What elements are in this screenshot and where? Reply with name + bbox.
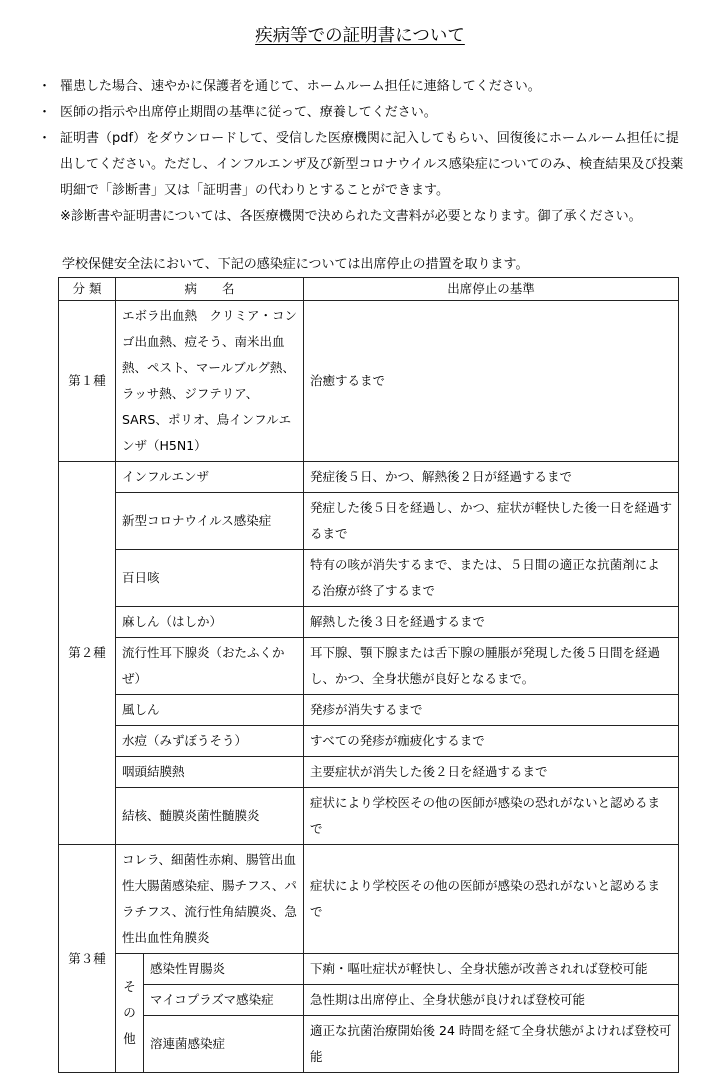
disease-cell: コレラ、細菌性赤痢、腸管出血性大腸菌感染症、腸チフス、パラチフス、流行性角結膜炎、急性出血性角膜炎 — [116, 845, 304, 954]
disease-cell: 流行性耳下腺炎（おたふくかぜ） — [116, 638, 304, 695]
other-label-cell — [116, 954, 144, 1073]
criteria-cell: 適正な抗菌治療開始後 24 時間を経て全身状態がよければ登校可能 — [304, 1016, 679, 1073]
instruction-text: 証明書（pdf）をダウンロードして、受信した医療機関に記入してもらい、回復後にホームルーム担任に提出してください。ただし、インフルエンザ及び新型コロナウイルス感染症についてのみ、検査結果及び投薬明細で「診断書」又は「証明書」の代わりとすることができます。 — [60, 131, 684, 198]
criteria-cell: すべての発疹が痂疲化するまで — [304, 726, 679, 757]
criteria-cell: 治癒するまで — [304, 301, 679, 462]
table-header-row — [59, 278, 679, 301]
table-row — [59, 954, 679, 985]
table-intro: 学校保健安全法において、下記の感染症については出席停止の措置を取ります。 — [62, 257, 529, 272]
criteria-cell: 解熱した後３日を経過するまで — [304, 607, 679, 638]
other-label: その他 — [123, 979, 136, 1046]
criteria-cell: 発症した後５日を経過し、かつ、症状が軽快した後一日を経過するまで — [304, 493, 679, 550]
instruction-text: 罹患した場合、速やかに保護者を通じて、ホームルーム担任に連絡してください。 — [60, 79, 541, 94]
table-row — [59, 726, 679, 757]
disease-cell: 溶連菌感染症 — [144, 1016, 304, 1073]
category-cell: 第１種 — [59, 301, 116, 462]
table-row — [59, 695, 679, 726]
criteria-cell: 発疹が消失するまで — [304, 695, 679, 726]
category-cell: 第２種 — [59, 462, 116, 845]
page-title-wrap — [0, 22, 720, 47]
header-disease: 病 名 — [116, 278, 304, 301]
table-row — [59, 550, 679, 607]
table-row — [59, 301, 679, 462]
disease-cell: エボラ出血熱 クリミア・コンゴ出血熱、痘そう、南米出血熱、ペスト、マールブルグ熱、ラッサ熱、ジフテリア、SARS、ポリオ、鳥インフルエンザ（H5N1） — [116, 301, 304, 462]
bullet-mark: ・ — [38, 131, 52, 146]
criteria-cell: 耳下腺、顎下腺または舌下腺の腫脹が発現した後５日間を経過し、かつ、全身状態が良好となるまで。 — [304, 638, 679, 695]
criteria-cell: 症状により学校医その他の医師が感染の恐れがないと認めるまで — [304, 845, 679, 954]
instruction-text: 医師の指示や出席停止期間の基準に従って、療養してください。 — [60, 105, 437, 120]
disease-cell: 咽頭結膜熱 — [116, 757, 304, 788]
disease-cell: 麻しん（はしか） — [116, 607, 304, 638]
table-row — [59, 493, 679, 550]
table-row — [59, 1016, 679, 1073]
criteria-cell: 発症後５日、かつ、解熱後２日が経過するまで — [304, 462, 679, 493]
table-row — [59, 845, 679, 954]
category-cell: 第３種 — [59, 845, 116, 1073]
instruction-item — [38, 74, 688, 100]
page-title: 疾病等での証明書について — [255, 26, 465, 46]
table-row — [59, 788, 679, 845]
bullet-mark: ・ — [38, 79, 52, 94]
table-row — [59, 607, 679, 638]
criteria-cell: 症状により学校医その他の医師が感染の恐れがないと認めるまで — [304, 788, 679, 845]
fee-note: ※診断書や証明書については、各医療機関で決められた文書料が必要となります。御了承ください。 — [60, 209, 642, 224]
disease-cell: 水痘（みずぼうそう） — [116, 726, 304, 757]
header-category: 分 類 — [59, 278, 116, 301]
disease-cell: インフルエンザ — [116, 462, 304, 493]
disease-cell: 百日咳 — [116, 550, 304, 607]
criteria-cell: 急性期は出席停止、全身状態が良ければ登校可能 — [304, 985, 679, 1016]
table-row — [59, 985, 679, 1016]
disease-cell: マイコプラズマ感染症 — [144, 985, 304, 1016]
disease-cell: 感染性胃腸炎 — [144, 954, 304, 985]
table-row — [59, 462, 679, 493]
disease-cell: 新型コロナウイルス感染症 — [116, 493, 304, 550]
criteria-cell: 主要症状が消失した後２日を経過するまで — [304, 757, 679, 788]
instruction-item — [38, 126, 688, 204]
instruction-item — [38, 100, 688, 126]
instruction-list — [38, 74, 688, 230]
criteria-cell: 特有の咳が消失するまで、または、５日間の適正な抗菌剤による治療が終了するまで — [304, 550, 679, 607]
disease-cell: 風しん — [116, 695, 304, 726]
criteria-cell: 下痢・嘔吐症状が軽快し、全身状態が改善されれば登校可能 — [304, 954, 679, 985]
table-row — [59, 638, 679, 695]
bullet-mark: ・ — [38, 105, 52, 120]
table-row — [59, 757, 679, 788]
disease-table — [58, 277, 679, 1073]
disease-cell: 結核、髄膜炎菌性髄膜炎 — [116, 788, 304, 845]
header-criteria: 出席停止の基準 — [304, 278, 679, 301]
